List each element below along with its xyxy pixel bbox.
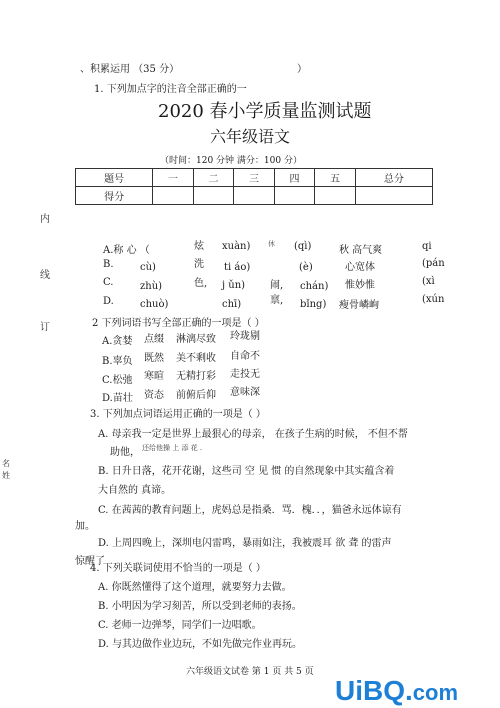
q1-option-a-pinyin3: qi — [422, 241, 432, 252]
score-table-score-row — [76, 187, 433, 205]
q1-option-a-small: 休 — [268, 240, 275, 248]
q3-option-b-line2: 大自然的 真谛。 — [98, 485, 172, 496]
score-row-label: 得分 — [76, 187, 153, 205]
q4-option-d: D. 与其边做作业边玩，不如先做完作业再玩。 — [98, 639, 303, 650]
margin-ming: 名 — [2, 459, 10, 468]
q2-row-c-3: 无精打彩 — [176, 371, 216, 382]
q1-option-b-pinyin: cù) — [140, 262, 156, 273]
q1-option-c-pinyin: zhù) — [140, 281, 163, 292]
q1-option-d-pinyin: chuò) — [140, 299, 169, 310]
margin-ding: 订 — [40, 322, 50, 333]
q2-row-b-4: 自命不 — [230, 351, 260, 362]
q2-row-b-1: B.辜负 — [102, 356, 133, 367]
score-header-cell: 总分 — [355, 169, 432, 187]
q1-option-a-word: 秋 高气爽 — [339, 245, 383, 256]
q2-row-c-2: 寒暄 — [144, 371, 164, 382]
score-header-cell: 四 — [274, 169, 314, 187]
q1-option-b-word: 心宽体 — [345, 262, 375, 273]
q1-option-a-char: 炫 — [194, 241, 204, 252]
q1-option-a: A.称 心 （ — [103, 245, 150, 256]
question-4-stem: 4. 下列关联词使用不恰当的一项是（ ） — [90, 563, 266, 574]
q2-row-c-1: C.松弛 — [102, 375, 133, 386]
q4-option-a: A. 你既然懂得了这个道理，就要努力去做。 — [98, 582, 292, 593]
margin-xing: 姓 — [2, 471, 10, 480]
q1-option-d-word: 瘦骨嶙峋 — [339, 300, 379, 311]
score-header-cell: 三 — [234, 169, 274, 187]
q4-option-c: C. 老师一边弹琴，同学们一边唱歌。 — [98, 620, 262, 631]
score-cell[interactable] — [234, 187, 274, 205]
q1-option-d-pinyin4: (xún — [422, 294, 445, 305]
question-3-stem: 3. 下列加点词语运用正确的一项是（ ） — [90, 409, 266, 420]
section-bracket: ） — [297, 64, 307, 75]
watermark-logo — [335, 675, 458, 707]
page-footer: 六年级语文试卷 第 1 页 共 5 页 — [186, 667, 314, 677]
exam-info: （时间：120 分钟 满分：100 分） — [160, 156, 302, 166]
margin-nei: 内 — [40, 214, 50, 225]
score-cell[interactable] — [355, 187, 432, 205]
score-cell[interactable] — [315, 187, 355, 205]
q3-option-c-line2: 加。 — [75, 521, 95, 532]
q3-option-d-line2: 惊醒了 — [75, 556, 105, 567]
score-cell[interactable] — [274, 187, 314, 205]
watermark-sub: com — [412, 680, 459, 705]
q2-row-b-2: 既然 — [144, 353, 164, 364]
score-header-cell: 题号 — [76, 169, 153, 187]
q1-option-d: D. — [103, 296, 114, 307]
q1-option-b: B. — [103, 259, 114, 270]
q1-option-b-pinyin4: (pán — [422, 258, 445, 269]
score-header-cell: 一 — [153, 169, 193, 187]
q1-option-b-char: 洗 — [194, 259, 204, 270]
q3-option-a-small: 还给他操 上 添 花 . — [142, 444, 203, 452]
q1-option-d-pinyin2: chī) — [222, 299, 242, 310]
q1-option-d-char: 禀, — [270, 295, 284, 306]
q3-option-b-line1: B. 日升日落，花开花谢，这些司 空 见 惯 的自然现象中其实蕴含着 — [98, 466, 395, 477]
section-header: 、积累运用 （35 分） — [80, 64, 180, 75]
score-table — [75, 168, 433, 205]
q3-option-c-line1: C. 在茜茜的教育问题上，虎妈总是指桑．骂．槐．．，猫爸永远体谅有 — [98, 505, 402, 516]
q2-row-c-4: 走投无 — [230, 369, 260, 380]
q1-option-b-pinyin2: ti áo) — [224, 262, 251, 273]
q2-row-a-4: 玲珑剔 — [230, 331, 260, 342]
q1-option-c-pinyin2: j ǔn) — [222, 280, 246, 291]
question-2-stem: 2 下列词语书写全部正确的一项是（ ） — [92, 318, 265, 329]
q2-row-a-3: 淋漓尽致 — [176, 334, 216, 345]
q3-option-a-line1: A. 母亲我一定是世界上最狠心的母亲， 在孩子生病的时候， 不但不帮 — [98, 429, 408, 440]
q2-row-d-3: 前俯后仰 — [176, 390, 216, 401]
watermark-main: UiBQ. — [335, 675, 413, 706]
page-title: 2020 春小学质量监测试题 — [158, 101, 372, 122]
score-header-cell: 五 — [315, 169, 355, 187]
q1-option-c-char2: 闹, — [270, 280, 284, 291]
q1-option-a-pinyin2: (qì) — [294, 241, 312, 252]
q3-option-a-line2: 助他， — [110, 447, 140, 458]
q4-option-b: B. 小明因为学习刻苦，所以受到老师的表扬。 — [98, 601, 302, 612]
q1-option-c-pinyin3: chán) — [300, 281, 329, 292]
q2-row-a-2: 点缀 — [144, 334, 164, 345]
q2-row-d-4: 意味深 — [230, 387, 260, 398]
q1-option-d-pinyin3: bǐng) — [300, 299, 327, 310]
q2-row-d-2: 资态 — [144, 390, 164, 401]
q2-row-b-3: 美不剩收 — [176, 353, 216, 364]
score-header-cell: 二 — [193, 169, 233, 187]
q2-row-d-1: D.苗壮 — [102, 393, 133, 404]
q1-option-a-pinyin: xuàn) — [222, 241, 251, 252]
q1-option-c-char: 色, — [194, 278, 208, 289]
page-subtitle: 六年级语文 — [210, 127, 291, 146]
score-cell[interactable] — [153, 187, 193, 205]
score-table-header-row — [76, 169, 433, 187]
q3-option-d-line1: D. 上周四晚上，深圳电闪雷鸣，暴雨如注，我被震耳 欲 聋 的雷声 — [98, 538, 392, 549]
score-cell[interactable] — [193, 187, 233, 205]
q1-option-b-pinyin3: (è) — [299, 262, 313, 273]
q1-option-c-pinyin4: (xì — [422, 276, 435, 287]
q1-option-c-word: 惟妙惟 — [345, 280, 375, 291]
q1-option-c: C. — [103, 277, 114, 288]
margin-xian: 线 — [40, 270, 50, 281]
question-1-stem: 1. 下列加点字的注音全部正确的一 — [94, 84, 247, 95]
q2-row-a-1: A.贪婪 — [102, 336, 133, 347]
